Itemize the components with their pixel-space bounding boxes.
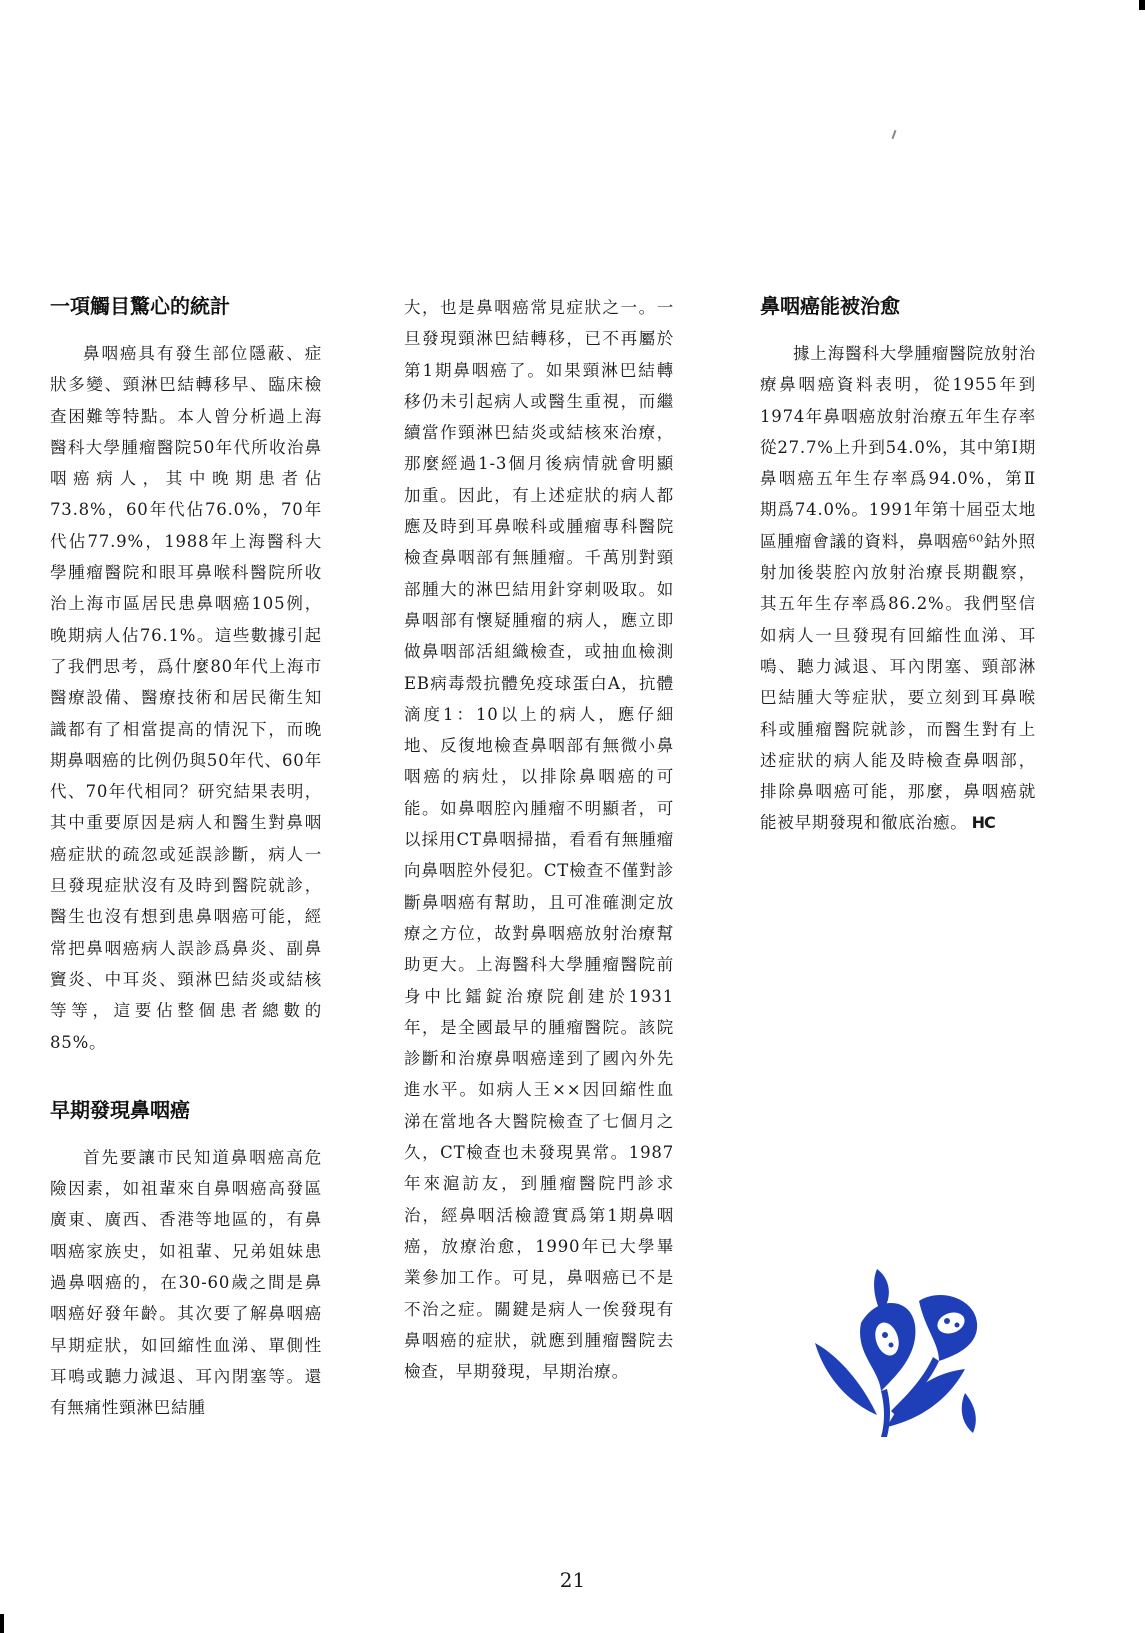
end-mark-icon: HC (971, 813, 995, 833)
paragraph-curable-text: 據上海醫科大學腫瘤醫院放射治療鼻咽癌資料表明，從1955年到1974年鼻咽癌放射治療五年生存率從27.7%上升到54.0%，其中第Ⅰ期鼻咽癌五年生存率爲94.0%，第Ⅱ期爲74.0%。1991年第十屆亞太地區腫瘤會議的資料，鼻咽癌⁶⁰鈷外照射加後裝腔內放射治療長期觀察，其五年生存率爲86.2%。我們堅信如病人一旦發現有回縮性血涕、耳鳴、聽力減退、耳內閉塞、頸部淋巴結腫大等症狀，要立刻到耳鼻喉科或腫瘤醫院就診，而醫生對有上述症狀的病人能及時檢查鼻咽部，排除鼻咽癌可能，那麼，鼻咽癌就能被早期發現和徹底治癒。 (760, 344, 1036, 833)
column-left (50, 292, 322, 1424)
column-right (760, 292, 1036, 839)
heading-early-detection: 早期發現鼻咽癌 (50, 1097, 190, 1122)
scan-edge-mark-top (1139, 0, 1145, 10)
paragraph-curable (760, 338, 1036, 839)
paragraph-statistics: 鼻咽癌具有發生部位隱蔽、症狀多變、頸淋巴結轉移早、臨床檢查困難等特點。本人曾分析過上海醫科大學腫瘤醫院50年代所收治鼻咽癌病人，其中晚期患者佔73.8%，60年代佔76.0%，70年代佔77.9%，1988年上海醫科大學腫瘤醫院和眼耳鼻喉科醫院所收治上海市區居民患鼻咽癌105例，晚期病人佔76.1%。這些數據引起了我們思考，爲什麼80年代上海市醫療設備、醫療技術和居民衛生知識都有了相當提高的情況下，而晚期鼻咽癌的比例仍與50年代、60年代、70年代相同？研究結果表明，其中重要原因是病人和醫生對鼻咽癌症狀的疏忽或延誤診斷，病人一旦發現症狀沒有及時到醫院就診，醫生也沒有想到患鼻咽癌可能，經常把鼻咽癌病人誤診爲鼻炎、副鼻竇炎、中耳炎、頸淋巴結炎或結核等等，這要佔整個患者總數的85%。 (50, 344, 322, 1052)
heading-curable: 鼻咽癌能被治愈 (760, 294, 900, 318)
page-number: 21 (559, 1568, 586, 1592)
scan-edge-mark-bottom (0, 1614, 4, 1633)
flower-illustration-icon (815, 1265, 985, 1440)
paragraph-early-detection: 首先要讓市民知道鼻咽癌高危險因素，如祖輩來自鼻咽癌高發區廣東、廣西、香港等地區的，有鼻咽癌家族史，如祖輩、兄弟姐妹患過鼻咽癌的，在30-60歲之間是鼻咽癌好發年齡。其次要了解鼻咽癌早期症狀，如回縮性血涕、單側性耳鳴或聽力減退、耳內閉塞等。還有無痛性頸淋巴結腫 (50, 1147, 322, 1418)
column-middle (404, 292, 674, 1387)
scan-speck (892, 130, 897, 139)
paragraph-early-detection-continued: 大，也是鼻咽癌常見症狀之一。一旦發現頸淋巴結轉移，已不再屬於第1期鼻咽癌了。如果頸淋巴結轉移仍未引起病人或醫生重視，而繼續當作頸淋巴結炎或結核來治療，那麼經過1-3個月後病情就會明顯加重。因此，有上述症狀的病人都應及時到耳鼻喉科或腫瘤專科醫院檢查鼻咽部有無腫瘤。千萬別對頸部腫大的淋巴結用針穿刺吸取。如鼻咽部有懷疑腫瘤的病人，應立即做鼻咽部活組織檢查，或抽血檢測EB病毒殼抗體免疫球蛋白A，抗體滴度1：10以上的病人，應仔細地、反復地檢查鼻咽部有無微小鼻咽癌的病灶，以排除鼻咽癌的可能。如鼻咽腔內腫瘤不明顯者，可以採用CT鼻咽掃描，看看有無腫瘤向鼻咽腔外侵犯。CT檢查不僅對診斷鼻咽癌有幫助，且可准確測定放療之方位，故對鼻咽癌放射治療幫助更大。上海醫科大學腫瘤醫院前身中比鐳錠治療院創建於1931年，是全國最早的腫瘤醫院。該院診斷和治療鼻咽癌達到了國內外先進水平。如病人王××因回縮性血涕在當地各大醫院檢查了七個月之久，CT檢查也未發現異常。1987年來滬訪友，到腫瘤醫院門診求治，經鼻咽活檢證實爲第1期鼻咽癌，放療治愈，1990年已大學畢業參加工作。可見，鼻咽癌已不是不治之症。關鍵是病人一俟發現有鼻咽癌的症狀，就應到腫瘤醫院去檢查，早期發現，早期治療。 (404, 298, 674, 1382)
heading-shocking-statistics: 一項觸目驚心的統計 (50, 294, 230, 318)
